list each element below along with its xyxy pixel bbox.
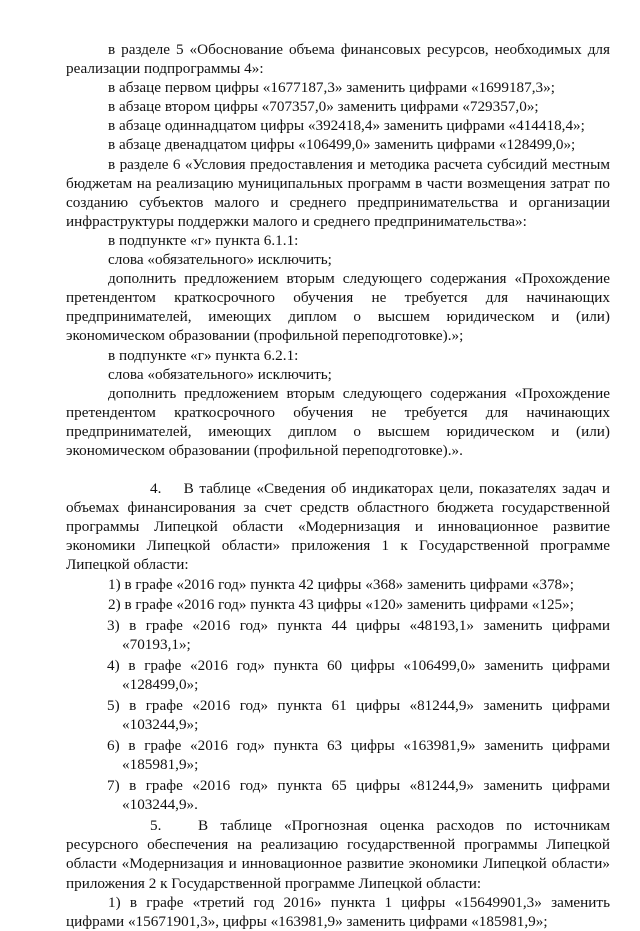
item4-list-item: 6) в графе «2016 год» пункта 63 цифры «163981,9» заменить цифрами «185981,9»; [107,737,610,774]
item4-list-item: 5) в графе «2016 год» пункта 61 цифры «81244,9» заменить цифрами «103244,9»; [107,697,610,734]
item4-list-item: 7) в графе «2016 год» пункта 65 цифры «81244,9» заменить цифрами «103244,9». [107,777,610,814]
section6-part2-remove: слова «обязательного» исключить; [108,365,332,383]
section6-part1-add: дополнить предложением вторым следующего содержания «Прохождение претендентом краткосрочного обучения не требуется для начинающих предпринимателей, имеющих диплом о высшем юридическом и (или) экономическом образовании (профильной переподготовке).»; [66,270,610,345]
item4-list [66,575,610,815]
item5-text: В таблице «Прогнозная оценка расходов по источникам ресурсного обеспечения на реализацию государственной программы Липецкой области «Модернизация и инновационное развитие экономики Липецкой области» приложения 2 к Государственной программе Липецкой области: [66,817,611,892]
spacer [66,460,610,479]
section6-part1-remove: слова «обязательного» исключить; [108,251,332,269]
section6-intro: в разделе 6 «Условия предоставления и методика расчета субсидий местным бюджетам на реализацию муниципальных программ в части возмещения затрат по созданию субъектов малого и среднего предпринимательства и организации инфраструктуры поддержки малого и среднего предпринимательства»: [66,155,610,230]
section6-part1-point: в подпункте «г» пункта 6.1.1: [108,231,299,249]
item4-list-item: 1) в графе «2016 год» пункта 42 цифры «368» заменить цифрами «378»; [108,575,574,593]
section5-item-1: в абзаце первом цифры «1677187,3» заменить цифрами «1699187,3»; [108,79,555,97]
section5-item-4: в абзаце двенадцатом цифры «106499,0» заменить цифрами «128499,0»; [108,136,576,154]
item5-paragraph [66,816,610,892]
item4-paragraph [66,479,610,574]
item4-list-item: 3) в графе «2016 год» пункта 44 цифры «48193,1» заменить цифрами «70193,1»; [107,617,610,654]
section5-item-2: в абзаце втором цифры «707357,0» заменить цифрами «729357,0»; [108,98,539,116]
section5-intro: в разделе 5 «Обоснование объема финансовых ресурсов, необходимых для реализации подпрограммы 4»: [66,41,610,78]
item4-list-item: 4) в графе «2016 год» пункта 60 цифры «106499,0» заменить цифрами «128499,0»; [107,657,610,694]
item5-list-item: 1) в графе «третий год 2016» пункта 1 цифры «15649901,3» заменить цифрами «15671901,3», цифры «163981,9» заменить цифрами «185981,9»; [66,893,610,930]
item4-text: В таблице «Сведения об индикаторах цели, показателях задач и объемах финансирования за счет средств областного бюджета государственной программы Липецкой области «Модернизация и инновационное развитие экономики Липецкой области» приложения 1 к Государственной программе Липецкой области: [66,480,611,574]
item5-number: 5. [150,817,162,835]
item4-list-item: 2) в графе «2016 год» пункта 43 цифры «120» заменить цифрами «125»; [108,596,574,614]
item4-number: 4. [150,480,162,498]
section6-part2-add: дополнить предложением вторым следующего содержания «Прохождение претендентом краткосрочного обучения не требуется для начинающих предпринимателей, имеющих диплом о высшем юридическом и (или) экономическом образовании (профильной переподготовке).». [66,384,610,459]
section5-item-3: в абзаце одиннадцатом цифры «392418,4» заменить цифрами «414418,4»; [108,117,585,135]
section6-part2-point: в подпункте «г» пункта 6.2.1: [108,346,299,364]
